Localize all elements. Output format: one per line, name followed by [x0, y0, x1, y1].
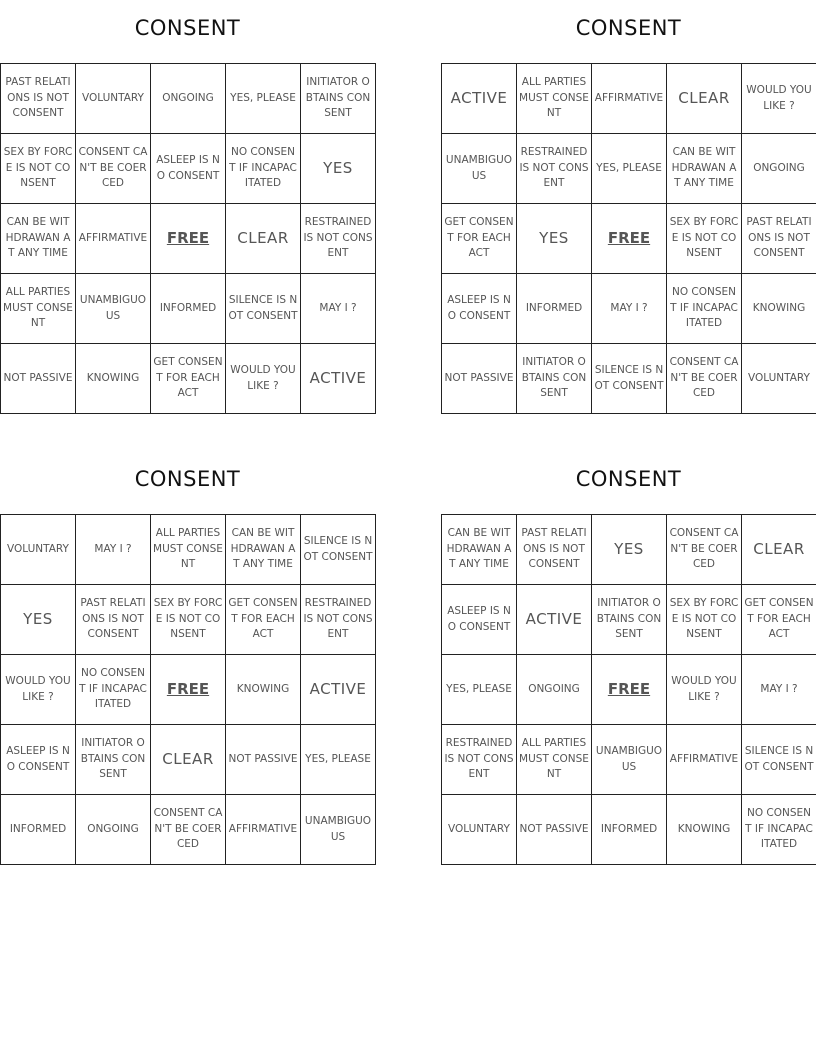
bingo-cell: ASLEEP IS NO CONSENT — [442, 274, 517, 344]
bingo-cell: ALL PARTIES MUST CONSENT — [151, 515, 226, 585]
bingo-cell: YES — [1, 585, 76, 655]
bingo-cell: NO CONSENT IF INCAPACITATED — [667, 274, 742, 344]
card-title: CONSENT — [134, 16, 241, 40]
bingo-cell: RESTRAINED IS NOT CONSENT — [442, 725, 517, 795]
bingo-cell: VOLUNTARY — [742, 344, 816, 414]
bingo-cell: WOULD YOU LIKE ? — [226, 344, 301, 414]
bingo-cell: MAY I ? — [742, 655, 816, 725]
bingo-cell: ONGOING — [517, 655, 592, 725]
bingo-cell: YES, PLEASE — [301, 725, 376, 795]
bingo-cell: UNAMBIGUOUS — [301, 795, 376, 865]
bingo-cell: YES, PLEASE — [442, 655, 517, 725]
bingo-cell: AFFIRMATIVE — [226, 795, 301, 865]
card-title: CONSENT — [575, 16, 682, 40]
bingo-cell: CONSENT CAN'T BE COERCED — [667, 515, 742, 585]
bingo-cell: SEX BY FORCE IS NOT CONSENT — [151, 585, 226, 655]
free-space: FREE — [592, 204, 667, 274]
bingo-cell: ONGOING — [151, 64, 226, 134]
bingo-cell: ACTIVE — [301, 655, 376, 725]
bingo-grid — [441, 514, 816, 865]
bingo-cell: ONGOING — [76, 795, 151, 865]
bingo-cell: AFFIRMATIVE — [667, 725, 742, 795]
bingo-cell: CAN BE WITHDRAWAN AT ANY TIME — [442, 515, 517, 585]
bingo-cell: INFORMED — [1, 795, 76, 865]
bingo-cell: NO CONSENT IF INCAPACITATED — [742, 795, 816, 865]
bingo-cell: ACTIVE — [517, 585, 592, 655]
bingo-cell: YES — [592, 515, 667, 585]
bingo-cell: INITIATOR OBTAINS CONSENT — [517, 344, 592, 414]
card-title: CONSENT — [134, 467, 241, 491]
bingo-grid — [0, 514, 376, 865]
bingo-cell: ASLEEP IS NO CONSENT — [1, 725, 76, 795]
bingo-cell: ALL PARTIES MUST CONSENT — [1, 274, 76, 344]
bingo-cell: CAN BE WITHDRAWAN AT ANY TIME — [1, 204, 76, 274]
bingo-cell: SEX BY FORCE IS NOT CONSENT — [667, 585, 742, 655]
bingo-cell: VOLUNTARY — [442, 795, 517, 865]
bingo-cell: INITIATOR OBTAINS CONSENT — [301, 64, 376, 134]
bingo-cell: INITIATOR OBTAINS CONSENT — [76, 725, 151, 795]
bingo-cell: CLEAR — [226, 204, 301, 274]
bingo-cell: INFORMED — [592, 795, 667, 865]
bingo-cell: GET CONSENT FOR EACH ACT — [742, 585, 816, 655]
bingo-cell: INFORMED — [151, 274, 226, 344]
bingo-cell: VOLUNTARY — [76, 64, 151, 134]
bingo-cell: SILENCE IS NOT CONSENT — [742, 725, 816, 795]
bingo-cell: NOT PASSIVE — [442, 344, 517, 414]
bingo-cell: INITIATOR OBTAINS CONSENT — [592, 585, 667, 655]
bingo-cell: SILENCE IS NOT CONSENT — [226, 274, 301, 344]
bingo-cell: MAY I ? — [76, 515, 151, 585]
bingo-card-3 — [0, 459, 375, 851]
bingo-cell: ALL PARTIES MUST CONSENT — [517, 64, 592, 134]
bingo-cell: CLEAR — [151, 725, 226, 795]
bingo-cell: WOULD YOU LIKE ? — [667, 655, 742, 725]
bingo-cell: ONGOING — [742, 134, 816, 204]
free-space: FREE — [592, 655, 667, 725]
bingo-cell: CAN BE WITHDRAWAN AT ANY TIME — [226, 515, 301, 585]
bingo-cell: YES — [517, 204, 592, 274]
bingo-cell: UNAMBIGUOUS — [592, 725, 667, 795]
bingo-card-2 — [441, 8, 816, 400]
bingo-cell: GET CONSENT FOR EACH ACT — [226, 585, 301, 655]
bingo-cell: ALL PARTIES MUST CONSENT — [517, 725, 592, 795]
bingo-cell: MAY I ? — [592, 274, 667, 344]
bingo-cell: CONSENT CAN'T BE COERCED — [667, 344, 742, 414]
bingo-cell: CONSENT CAN'T BE COERCED — [76, 134, 151, 204]
bingo-grid — [441, 63, 816, 414]
bingo-cell: PAST RELATIONS IS NOT CONSENT — [517, 515, 592, 585]
bingo-cell: CLEAR — [667, 64, 742, 134]
bingo-cell: YES, PLEASE — [226, 64, 301, 134]
bingo-cell: RESTRAINED IS NOT CONSENT — [517, 134, 592, 204]
bingo-cell: NO CONSENT IF INCAPACITATED — [76, 655, 151, 725]
bingo-cell: MAY I ? — [301, 274, 376, 344]
free-space: FREE — [151, 655, 226, 725]
bingo-cell: NOT PASSIVE — [517, 795, 592, 865]
bingo-cell: UNAMBIGUOUS — [76, 274, 151, 344]
bingo-card-4 — [441, 459, 816, 851]
bingo-cell: ASLEEP IS NO CONSENT — [151, 134, 226, 204]
bingo-cell: AFFIRMATIVE — [76, 204, 151, 274]
bingo-cell: INFORMED — [517, 274, 592, 344]
bingo-cell: SILENCE IS NOT CONSENT — [592, 344, 667, 414]
bingo-cell: ACTIVE — [301, 344, 376, 414]
bingo-grid — [0, 63, 376, 414]
bingo-cell: VOLUNTARY — [1, 515, 76, 585]
bingo-cell: NOT PASSIVE — [226, 725, 301, 795]
bingo-cell: NO CONSENT IF INCAPACITATED — [226, 134, 301, 204]
bingo-cell: SEX BY FORCE IS NOT CONSENT — [1, 134, 76, 204]
bingo-cell: WOULD YOU LIKE ? — [742, 64, 816, 134]
bingo-cell: YES, PLEASE — [592, 134, 667, 204]
bingo-cell: KNOWING — [76, 344, 151, 414]
bingo-cell: PAST RELATIONS IS NOT CONSENT — [76, 585, 151, 655]
bingo-cell: SILENCE IS NOT CONSENT — [301, 515, 376, 585]
bingo-cell: AFFIRMATIVE — [592, 64, 667, 134]
bingo-cell: PAST RELATIONS IS NOT CONSENT — [742, 204, 816, 274]
bingo-cell: KNOWING — [742, 274, 816, 344]
bingo-cell: NOT PASSIVE — [1, 344, 76, 414]
bingo-cell: RESTRAINED IS NOT CONSENT — [301, 585, 376, 655]
bingo-cell: YES — [301, 134, 376, 204]
card-title: CONSENT — [575, 467, 682, 491]
bingo-cell: PAST RELATIONS IS NOT CONSENT — [1, 64, 76, 134]
bingo-cell: CAN BE WITHDRAWAN AT ANY TIME — [667, 134, 742, 204]
bingo-cell: GET CONSENT FOR EACH ACT — [442, 204, 517, 274]
bingo-cell: CLEAR — [742, 515, 816, 585]
bingo-cell: KNOWING — [667, 795, 742, 865]
free-space: FREE — [151, 204, 226, 274]
bingo-cell: ASLEEP IS NO CONSENT — [442, 585, 517, 655]
bingo-cell: UNAMBIGUOUS — [442, 134, 517, 204]
bingo-cell: WOULD YOU LIKE ? — [1, 655, 76, 725]
bingo-cell: GET CONSENT FOR EACH ACT — [151, 344, 226, 414]
bingo-cell: SEX BY FORCE IS NOT CONSENT — [667, 204, 742, 274]
bingo-cell: RESTRAINED IS NOT CONSENT — [301, 204, 376, 274]
bingo-cell: KNOWING — [226, 655, 301, 725]
bingo-card-1 — [0, 8, 375, 400]
bingo-cell: CONSENT CAN'T BE COERCED — [151, 795, 226, 865]
bingo-cell: ACTIVE — [442, 64, 517, 134]
